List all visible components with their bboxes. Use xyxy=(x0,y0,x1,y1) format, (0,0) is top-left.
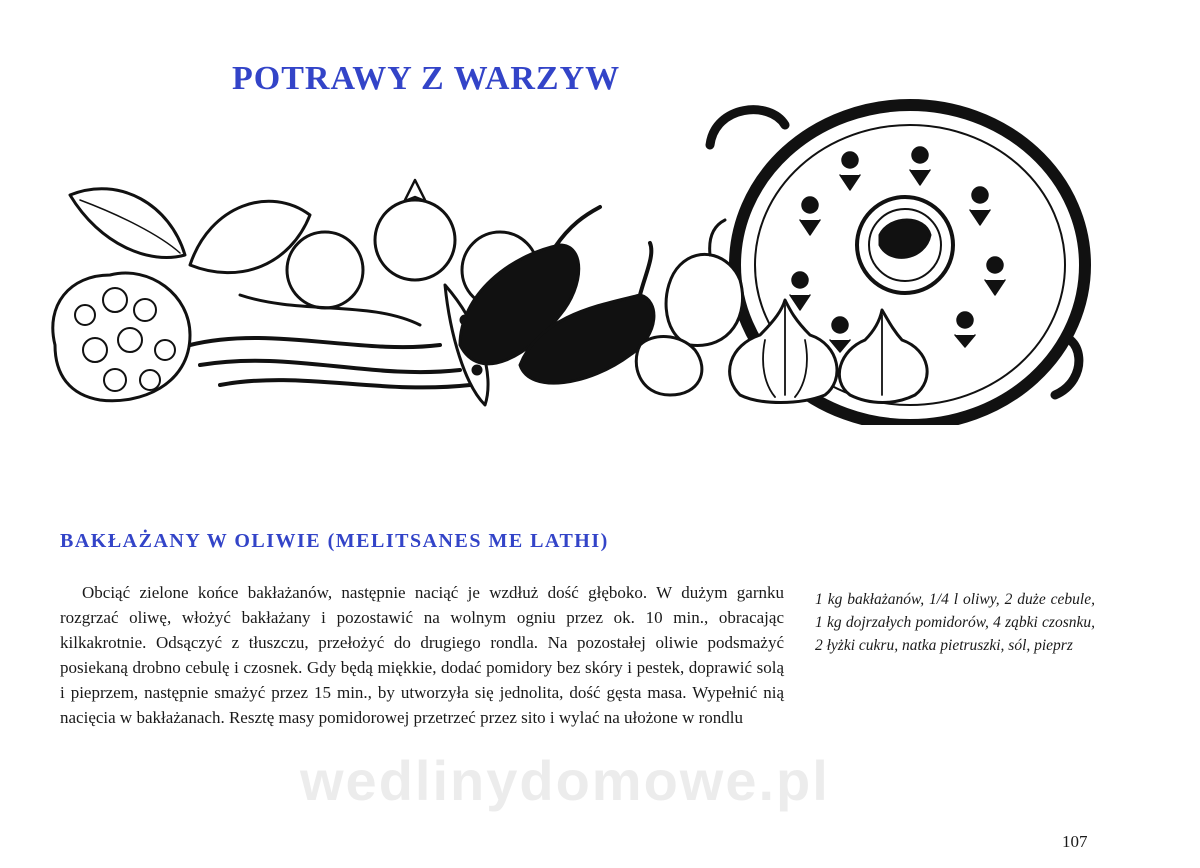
recipe-title: BAKŁAŻANY W OLIWIE (MELITSANES ME LATHI) xyxy=(60,530,609,552)
vegetables-drawing xyxy=(40,95,1100,425)
ingredients-list: 1 kg bakłażanów, 1/4 l oliwy, 2 duże cebule, 1 kg dojrzałych pomidorów, 4 ząbki czosnku, 2 łyżki cukru, natka pietruszki, sól, pieprz xyxy=(815,591,1095,654)
recipe-instructions: Obciąć zielone końce bakłażanów, następnie naciąć je wzdłuż dość głęboko. W dużym garnku rozgrzać oliwę, włożyć bakłażany i pozostawić na wolnym ogniu przez ok. 10 min., obracając kilkakrotnie. Odsączyć z tłuszczu, przełożyć do drugiego rondla. Na pozostałej oliwie podsmażyć posiekaną drobno cebulę i czosnek. Gdy będą miękkie, dodać pomidory bez skóry i pestek, doprawić solą i pieprzem, następnie smażyć przez 15 min., by utworzyła się jednolita, dość gęsta masa. Wypełnić nią nacięcia w bakłażanach. Resztę masy pomidorowej przetrzeć przez sito i wylać na ułożone w rondlu xyxy=(60,583,784,727)
page-number: 107 xyxy=(1062,832,1088,851)
vegetables-illustration xyxy=(40,95,1100,425)
chapter-title: POTRAWY Z WARZYW xyxy=(232,60,621,97)
watermark: wedlinydomowe.pl xyxy=(300,749,830,812)
